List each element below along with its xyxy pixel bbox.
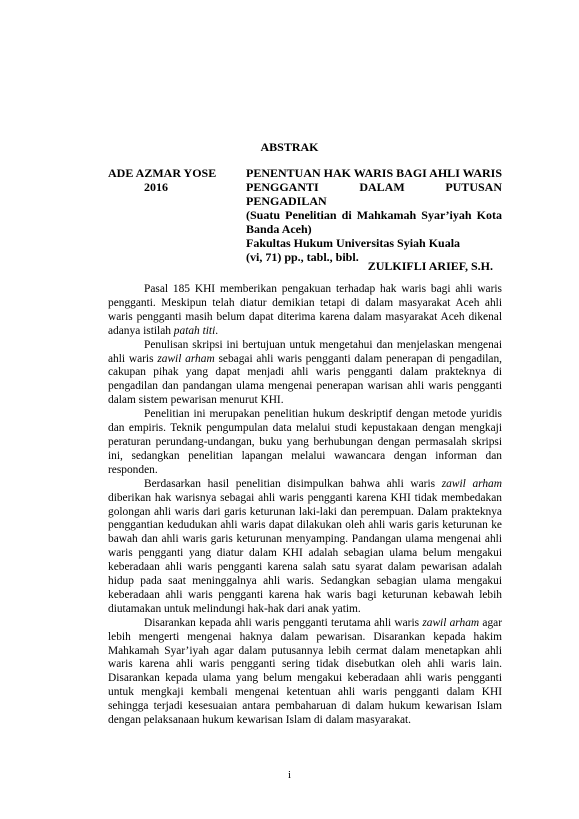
supervisor-name: ZULKIFLI ARIEF, S.H. <box>367 259 493 273</box>
author-name: ADE AZMAR YOSE <box>108 166 217 180</box>
thesis-title: PENENTUAN HAK WARIS BAGI AHLI WARIS PENGGANTI DALAM PUTUSAN PENGADILAN <box>246 166 502 208</box>
page-number: i <box>287 769 292 781</box>
abstract-body <box>108 283 502 728</box>
italic-term: zawil arham <box>422 616 480 629</box>
page-count: (vi, 71) pp., tabl., bibl. <box>246 250 359 264</box>
italic-term: patah titi <box>173 324 216 337</box>
faculty: Fakultas Hukum Universitas Syiah Kuala <box>246 236 461 250</box>
thesis-block <box>246 166 502 264</box>
italic-term: zawil arham <box>441 477 502 490</box>
thesis-subtitle: (Suatu Penelitian di Mahkamah Syar’iyah Kota Banda Aceh) <box>246 208 502 236</box>
paragraph-background: Pasal 185 KHI memberikan pengakuan terhadap hak waris bagi ahli waris pengganti. Meskipun telah diatur demikian tetapi di dalam masyarakat Aceh ahli waris pengganti masih belum dapat diterima karena dalam masyarakat Aceh dikenal adanya istilah patah titi. <box>108 283 502 337</box>
abstract-title: ABSTRAK <box>260 140 319 154</box>
author-block <box>108 166 238 194</box>
paragraph-findings: Berdasarkan hasil penelitian disimpulkan bahwa ahli waris zawil arham diberikan hak warisnya sebagai ahli waris pengganti karena KHI tidak membedakan golongan ahli waris dari garis keturunan laki-laki dan perempuan. Dalam prakteknya penggantian kedudukan ahli waris dapat dilakukan oleh ahli waris garis keturunan ke bawah dan ahli waris garis keturunan menyamping. Pandangan ulama mengenai ahli waris pengganti yang diatur dalam KHI adalah sebagian ulama belum mengakui keberadaan ahli waris pengganti karena salah satu syarat dalam pewarisan adalah hidup pada saat meninggalnya ahli waris. Sedangkan sebagian ulama mengakui keberadaan ahli waris pengganti karena hak waris bagi keturunan kebawah lebih diutamakan untuk melindungi hak-hak dari anak yatim. <box>108 477 502 615</box>
paragraph-method: Penelitian ini merupakan penelitian hukum deskriptif dengan metode yuridis dan empiris. Teknik pengumpulan data melalui studi kepustakaan dengan mengkaji peraturan perundang-undangan, buku yang berhubungan dengan permasalah skripsi ini, sedangkan penelitian lapangan melalui wawancara dengan informan dan responden. <box>108 408 502 476</box>
paragraph-purpose: Penulisan skripsi ini bertujuan untuk mengetahui dan menjelaskan mengenai ahli waris zawil arham sebagai ahli waris pengganti dalam penerapan di pengadilan, cakupan pihak yang dapat menjadi ahli waris pengganti dalam prakteknya di pengadilan dan pandangan ulama mengenai penerapan warisan ahli waris pengganti dalam sistem pewarisan menurut KHI. <box>108 338 503 407</box>
author-year: 2016 <box>144 180 168 194</box>
paragraph-suggestions: Disarankan kepada ahli waris pengganti terutama ahli waris zawil arham agar lebih mengerti mengenai haknya dalam pewarisan. Disarankan kepada hakim Mahkamah Syar’iyah agar dalam putusannya lebih cermat dalam menetapkan ahli waris karena ahli waris pengganti sering tidak disebutkan oleh ahli waris lain. Disarankan kepada ulama yang belum mengakui keberadaan ahli waris pengganti untuk mengkaji kembali mengenai ketentuan ahli waris pengganti dalam KHI sehingga terjadi kesesuaian antara pembaharuan di dalam hukum kewarisan Islam dengan pelaksanaan hukum kewarisan Islam di dalam masyarakat. <box>108 616 502 727</box>
italic-term: zawil arham <box>157 352 215 365</box>
